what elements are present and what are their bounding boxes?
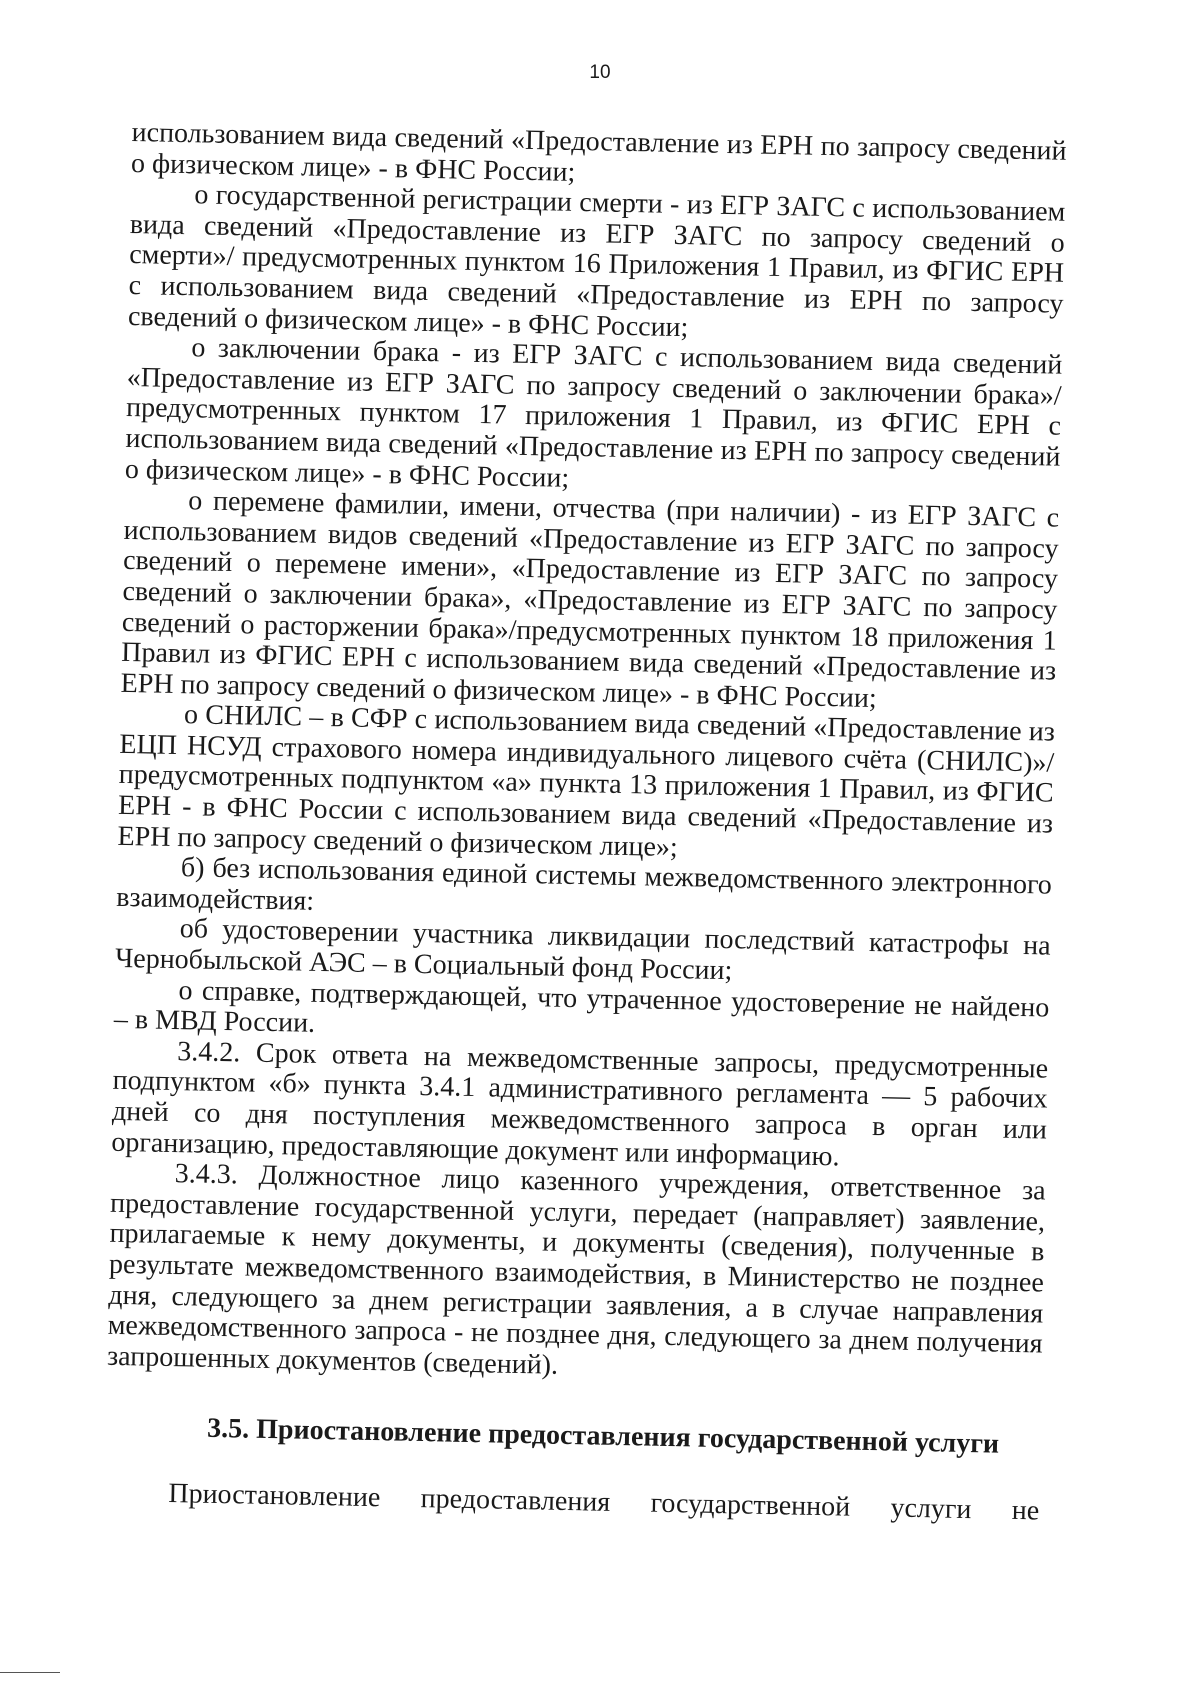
- paragraph: о СНИЛС – в СФР с использованием вида сведений «Предоставление из ЕЦП НСУД страхового номера индивидуального лицевого счёта (СНИЛС)»/ предусмотренных подпунктом «а» пункта 13 приложения 1 Правил, из ФГИС ЕРН - в ФНС России с использованием вида сведений «Предоставление из ЕРН по запросу сведений о физическом лице»;: [117, 699, 1056, 863]
- paragraph: об удостоверении участника ликвидации последствий катастрофы на Чернобыльской АЭС – в Социальный фонд России;: [114, 913, 1051, 987]
- section-first-line: [104, 1478, 1039, 1527]
- paragraph: о перемене фамилии, имени, отчества (при наличии) - из ЕГР ЗАГС с использованием видов сведений «Предоставление из ЕГР ЗАГС по запросу сведений о перемене имени», «Предоставление из ЕГР ЗАГС по запросу сведений о заключении брака», «Предоставление из ЕГР ЗАГС по запросу сведений о расторжении брака»/предусмотренных пунктом 18 приложения 1 Правил из ФГИС ЕРН с использованием вида сведений «Предоставление из ЕРН по запросу сведений о физическом лице» - в ФНС России;: [120, 485, 1060, 714]
- word: услуги: [890, 1492, 972, 1526]
- word: Приостановление: [168, 1478, 381, 1514]
- paragraph: о государственной регистрации смерти - из ЕГР ЗАГС с использованием вида сведений «Предоставление из ЕГР ЗАГС по запросу сведений о смерти»/ предусмотренных пунктом 16 Приложения 1 Правил, из ФГИС ЕРН с использованием вида сведений «Предоставление из ЕРН по запросу сведений о физическом лице» - в ФНС России;: [127, 179, 1066, 343]
- footnote-divider: [0, 1672, 60, 1673]
- word: предоставления: [420, 1483, 611, 1519]
- paragraph: о справке, подтверждающей, что утраченное удостоверение не найдено – в МВД России.: [113, 974, 1050, 1040]
- document-body: [104, 118, 1067, 1527]
- section-heading: 3.5. Приостановление предоставления государственной услуги: [206, 1413, 1000, 1461]
- word: государственной: [650, 1488, 851, 1524]
- paragraph: о заключении брака - из ЕГР ЗАГС с использованием вида сведений «Предоставление из ЕГР ЗАГС по запросу сведений о заключении брака»/ предусмотренных пунктом 17 приложения 1 Правил, из ФГИС ЕРН с использованием вида сведений «Предоставление из ЕРН по запросу сведений о физическом лице» - в ФНС России;: [124, 332, 1063, 494]
- paragraph: использованием вида сведений «Предоставление из ЕРН по запросу сведений о физическом лице» - в ФНС России;: [130, 117, 1067, 188]
- paragraph: 3.4.2. Срок ответа на межведомственные запросы, предусмотренные подпунктом «б» пункта 3.4.1 административного регламента — 5 рабочих дней со дня поступления межведомственного запроса в орган или организацию, предоставляющие документ или информацию.: [111, 1035, 1049, 1172]
- word: не: [1011, 1495, 1040, 1527]
- paragraph: б) без использования единой системы межведомственного электронного взаимодействия:: [116, 852, 1053, 917]
- paragraph: 3.4.3. Должностное лицо казенного учреждения, ответственное за предоставление государственной услуги, передает (направляет) заявление, прилагаемые к нему документы, и документы (сведения), полученные в результате межведомственного взаимодействия, в Министерство не позднее дня, следующего за днем регистрации заявления, а в случае направления межведомственного запроса - не позднее дня, следующего за днем получения запрошенных документов (сведений).: [106, 1158, 1046, 1381]
- page-number: 10: [589, 62, 611, 83]
